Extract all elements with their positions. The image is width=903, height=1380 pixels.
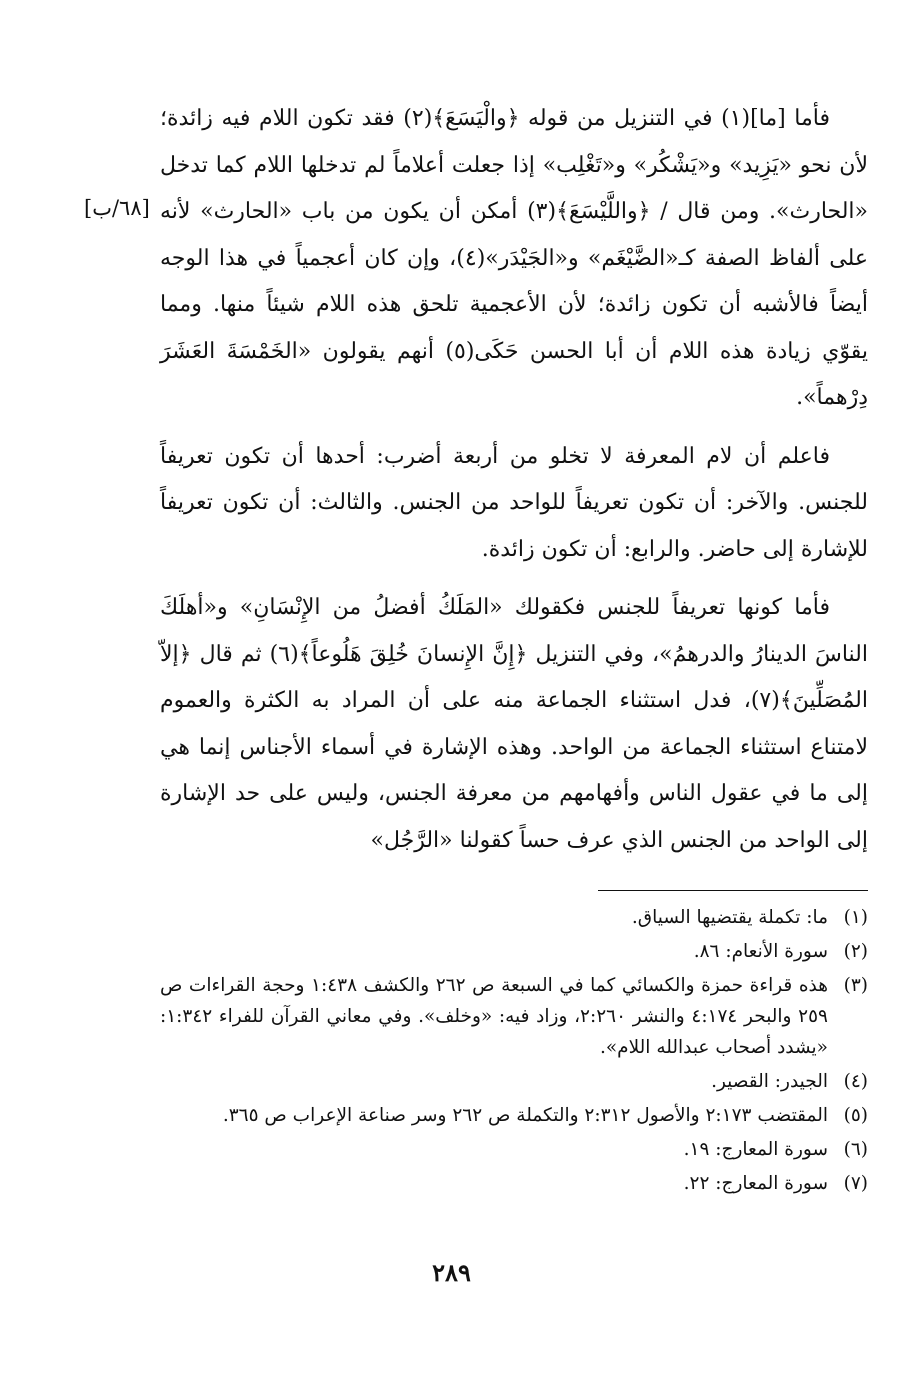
- footnote-number: (٣): [843, 975, 868, 996]
- manuscript-folio-note: [٦٨/ب]: [84, 196, 150, 220]
- footnote-text: هذه قراءة حمزة والكسائي كما في السبعة ص ٢٦٢ والكشف ١:٤٣٨ وحجة القراءات ص ٢٥٩ والبحر ٤:١٧٤ والنشر ٢:٢٦٠، وزاد فيه: «وخلف». وفي معاني القرآن للفراء ١:٣٤٢: «يشدد أصحاب عبدالله اللام».: [160, 975, 828, 1058]
- footnote-text: الجيدر: القصير.: [711, 1071, 828, 1092]
- paragraph: فاعلم أن لام المعرفة لا تخلو من أربعة أضرب: أحدها أن تكون تعريفاً للجنس. والآخر: أن تكون تعريفاً للواحد من الجنس. والثالث: أن تكون تعريفاً للإشارة إلى حاضر. والرابع: أن تكون زائدة.: [160, 443, 868, 562]
- page-number: ٢٨٩: [432, 1258, 471, 1287]
- footnote-item: [160, 1134, 868, 1165]
- footnote-number: (١): [843, 907, 868, 928]
- footnote-text: سورة الأنعام: ٨٦.: [693, 941, 828, 962]
- footnote-divider: [598, 890, 868, 891]
- footnote-number: (٦): [843, 1139, 868, 1160]
- footnote-number: (٧): [843, 1173, 868, 1194]
- footnote-item: [160, 1168, 868, 1199]
- footnote-item: [160, 1066, 868, 1097]
- main-text: [160, 96, 868, 864]
- footnote-item: [160, 1100, 868, 1131]
- footnote-text: ما: تكملة يقتضيها السياق.: [631, 907, 828, 928]
- footnote-text: سورة المعارج: ٢٢.: [683, 1173, 828, 1194]
- footnote-text: المقتضب ٢:١٧٣ والأصول ٢:٣١٢ والتكملة ص ٢٦٢ وسر صناعة الإعراب ص ٣٦٥.: [222, 1105, 828, 1126]
- paragraph: فأما [ما](١) في التنزيل من قوله ﴿والْيَسَعَ﴾(٢) فقد تكون اللام فيه زائدة؛ لأن نحو «يَزِيد» و«يَشْكُر» و«تَغْلِب» إذا جعلت أعلاماً لم تدخلها اللام كما تدخل «الحارث». ومن قال / ﴿واللَّيْسَعَ﴾(٣) أمكن أن يكون من باب «الحارث» لأنه على ألفاظ الصفة كـ«الضَّيْغَم» و«الجَيْدَر»(٤)، وإن كان أعجمياً في هذا الوجه أيضاً فالأشبه أن تكون زائدة؛ لأن الأعجمية تلحق هذه اللام شيئاً منها. ومما يقوّي زيادة هذه اللام أن أبا الحسن حَكَى(٥) أنهم يقولون «الخَمْسَةَ العَشَرَ دِرْهماً».: [160, 106, 868, 410]
- footnote-number: (٤): [843, 1071, 868, 1092]
- paragraph: فأما كونها تعريفاً للجنس فكقولك «المَلَكُ أفضلُ من الإِنْسَانِ» و«أهلَكَ الناسَ الدينارُ والدرهمُ»، وفي التنزيل ﴿إِنَّ الإِنسانَ خُلِقَ هَلُوعاً﴾(٦) ثم قال ﴿إلاّ المُصَلِّينَ﴾(٧)، فدل استثناء الجماعة منه على أن المراد به الكثرة والعموم لامتناع استثناء الجماعة من الواحد. وهذه الإشارة في أسماء الأجناس إنما هي إلى ما في عقول الناس وأفهامهم من معرفة الجنس، وليس على حد الإشارة إلى الواحد من الجنس الذي عرف حساً كقولنا «الرَّجُل»: [160, 595, 868, 853]
- footnote-number: (٢): [843, 941, 868, 962]
- footnote-item: [160, 936, 868, 967]
- footnote-item: [160, 902, 868, 933]
- footnotes: [160, 902, 868, 1202]
- footnote-text: سورة المعارج: ١٩.: [683, 1139, 828, 1160]
- footnote-item: [160, 970, 868, 1063]
- footnote-number: (٥): [843, 1105, 868, 1126]
